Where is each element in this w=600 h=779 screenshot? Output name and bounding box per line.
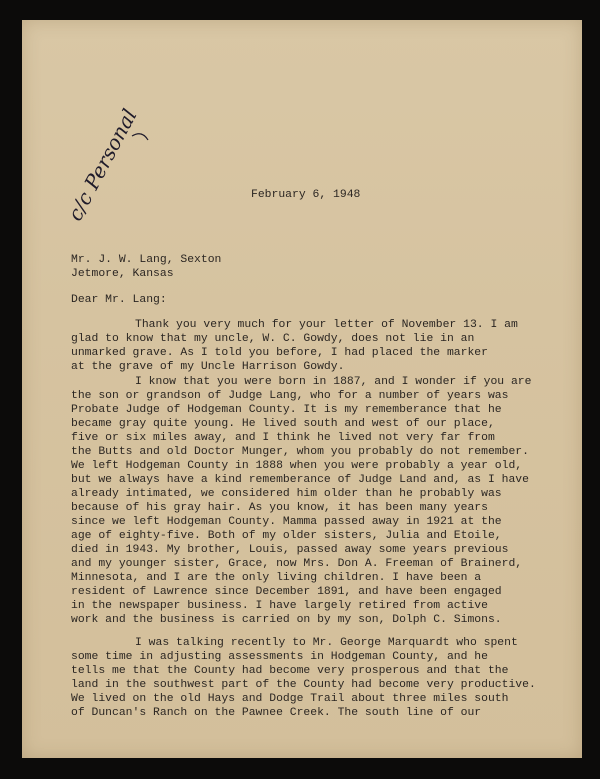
- handwritten-note: c/c Personal: [62, 104, 142, 225]
- text-line: but we always have a kind rememberance of Judge Land and, as I have: [71, 474, 529, 486]
- text-line: because of his gray hair. As you know, it has been many years: [71, 502, 488, 514]
- handwritten-annotation: [62, 104, 152, 232]
- recipient-line: Jetmore, Kansas: [71, 268, 174, 280]
- text-line: Probate Judge of Hodgeman County. It is my rememberance that he: [71, 404, 502, 416]
- text-line: already intimated, we considered him older than he probably was: [71, 488, 502, 500]
- text-line: since we left Hodgeman County. Mamma passed away in 1921 at the: [71, 516, 502, 528]
- text-line: I was talking recently to Mr. George Marquardt who spent: [135, 637, 518, 649]
- text-line: some time in adjusting assessments in Hodgeman County, and he: [71, 651, 488, 663]
- text-line: at the grave of my Uncle Harrison Gowdy.: [71, 361, 345, 373]
- salutation: Dear Mr. Lang:: [71, 294, 167, 306]
- text-line: age of eighty-five. Both of my older sisters, Julia and Etoile,: [71, 530, 502, 542]
- text-line: Minnesota, and I are the only living children. I have been a: [71, 572, 482, 584]
- letter-date: February 6, 1948: [251, 189, 361, 201]
- letter-page: [22, 20, 582, 758]
- handwriting-ink: [62, 104, 152, 232]
- text-line: resident of Lawrence since December 1891, and have been engaged: [71, 586, 502, 598]
- text-line: I know that you were born in 1887, and I wonder if you are: [135, 376, 532, 388]
- text-line: became gray quite young. He lived south and west of our place,: [71, 418, 495, 430]
- text-line: work and the business is carried on by my son, Dolph C. Simons.: [71, 614, 502, 626]
- text-line: died in 1943. My brother, Louis, passed away some years previous: [71, 544, 509, 556]
- text-line: of Duncan's Ranch on the Pawnee Creek. The south line of our: [71, 707, 482, 719]
- text-line: glad to know that my uncle, W. C. Gowdy, does not lie in an: [71, 333, 475, 345]
- text-line: Thank you very much for your letter of November 13. I am: [135, 319, 518, 331]
- ink-flourish: [132, 134, 148, 140]
- text-line: in the newspaper business. I have largely retired from active: [71, 600, 488, 612]
- recipient-line: Mr. J. W. Lang, Sexton: [71, 254, 222, 266]
- text-line: five or six miles away, and I think he lived not very far from: [71, 432, 495, 444]
- text-line: the son or grandson of Judge Lang, who for a number of years was: [71, 390, 509, 402]
- text-line: We lived on the old Hays and Dodge Trail about three miles south: [71, 693, 509, 705]
- text-line: tells me that the County had become very prosperous and that the: [71, 665, 509, 677]
- text-line: and my younger sister, Grace, now Mrs. Don A. Freeman of Brainerd,: [71, 558, 523, 570]
- text-line: land in the southwest part of the County had become very productive.: [71, 679, 536, 691]
- text-line: unmarked grave. As I told you before, I had placed the marker: [71, 347, 488, 359]
- text-line: the Butts and old Doctor Munger, whom you probably do not remember.: [71, 446, 529, 458]
- text-line: We left Hodgeman County in 1888 when you were probably a year old,: [71, 460, 523, 472]
